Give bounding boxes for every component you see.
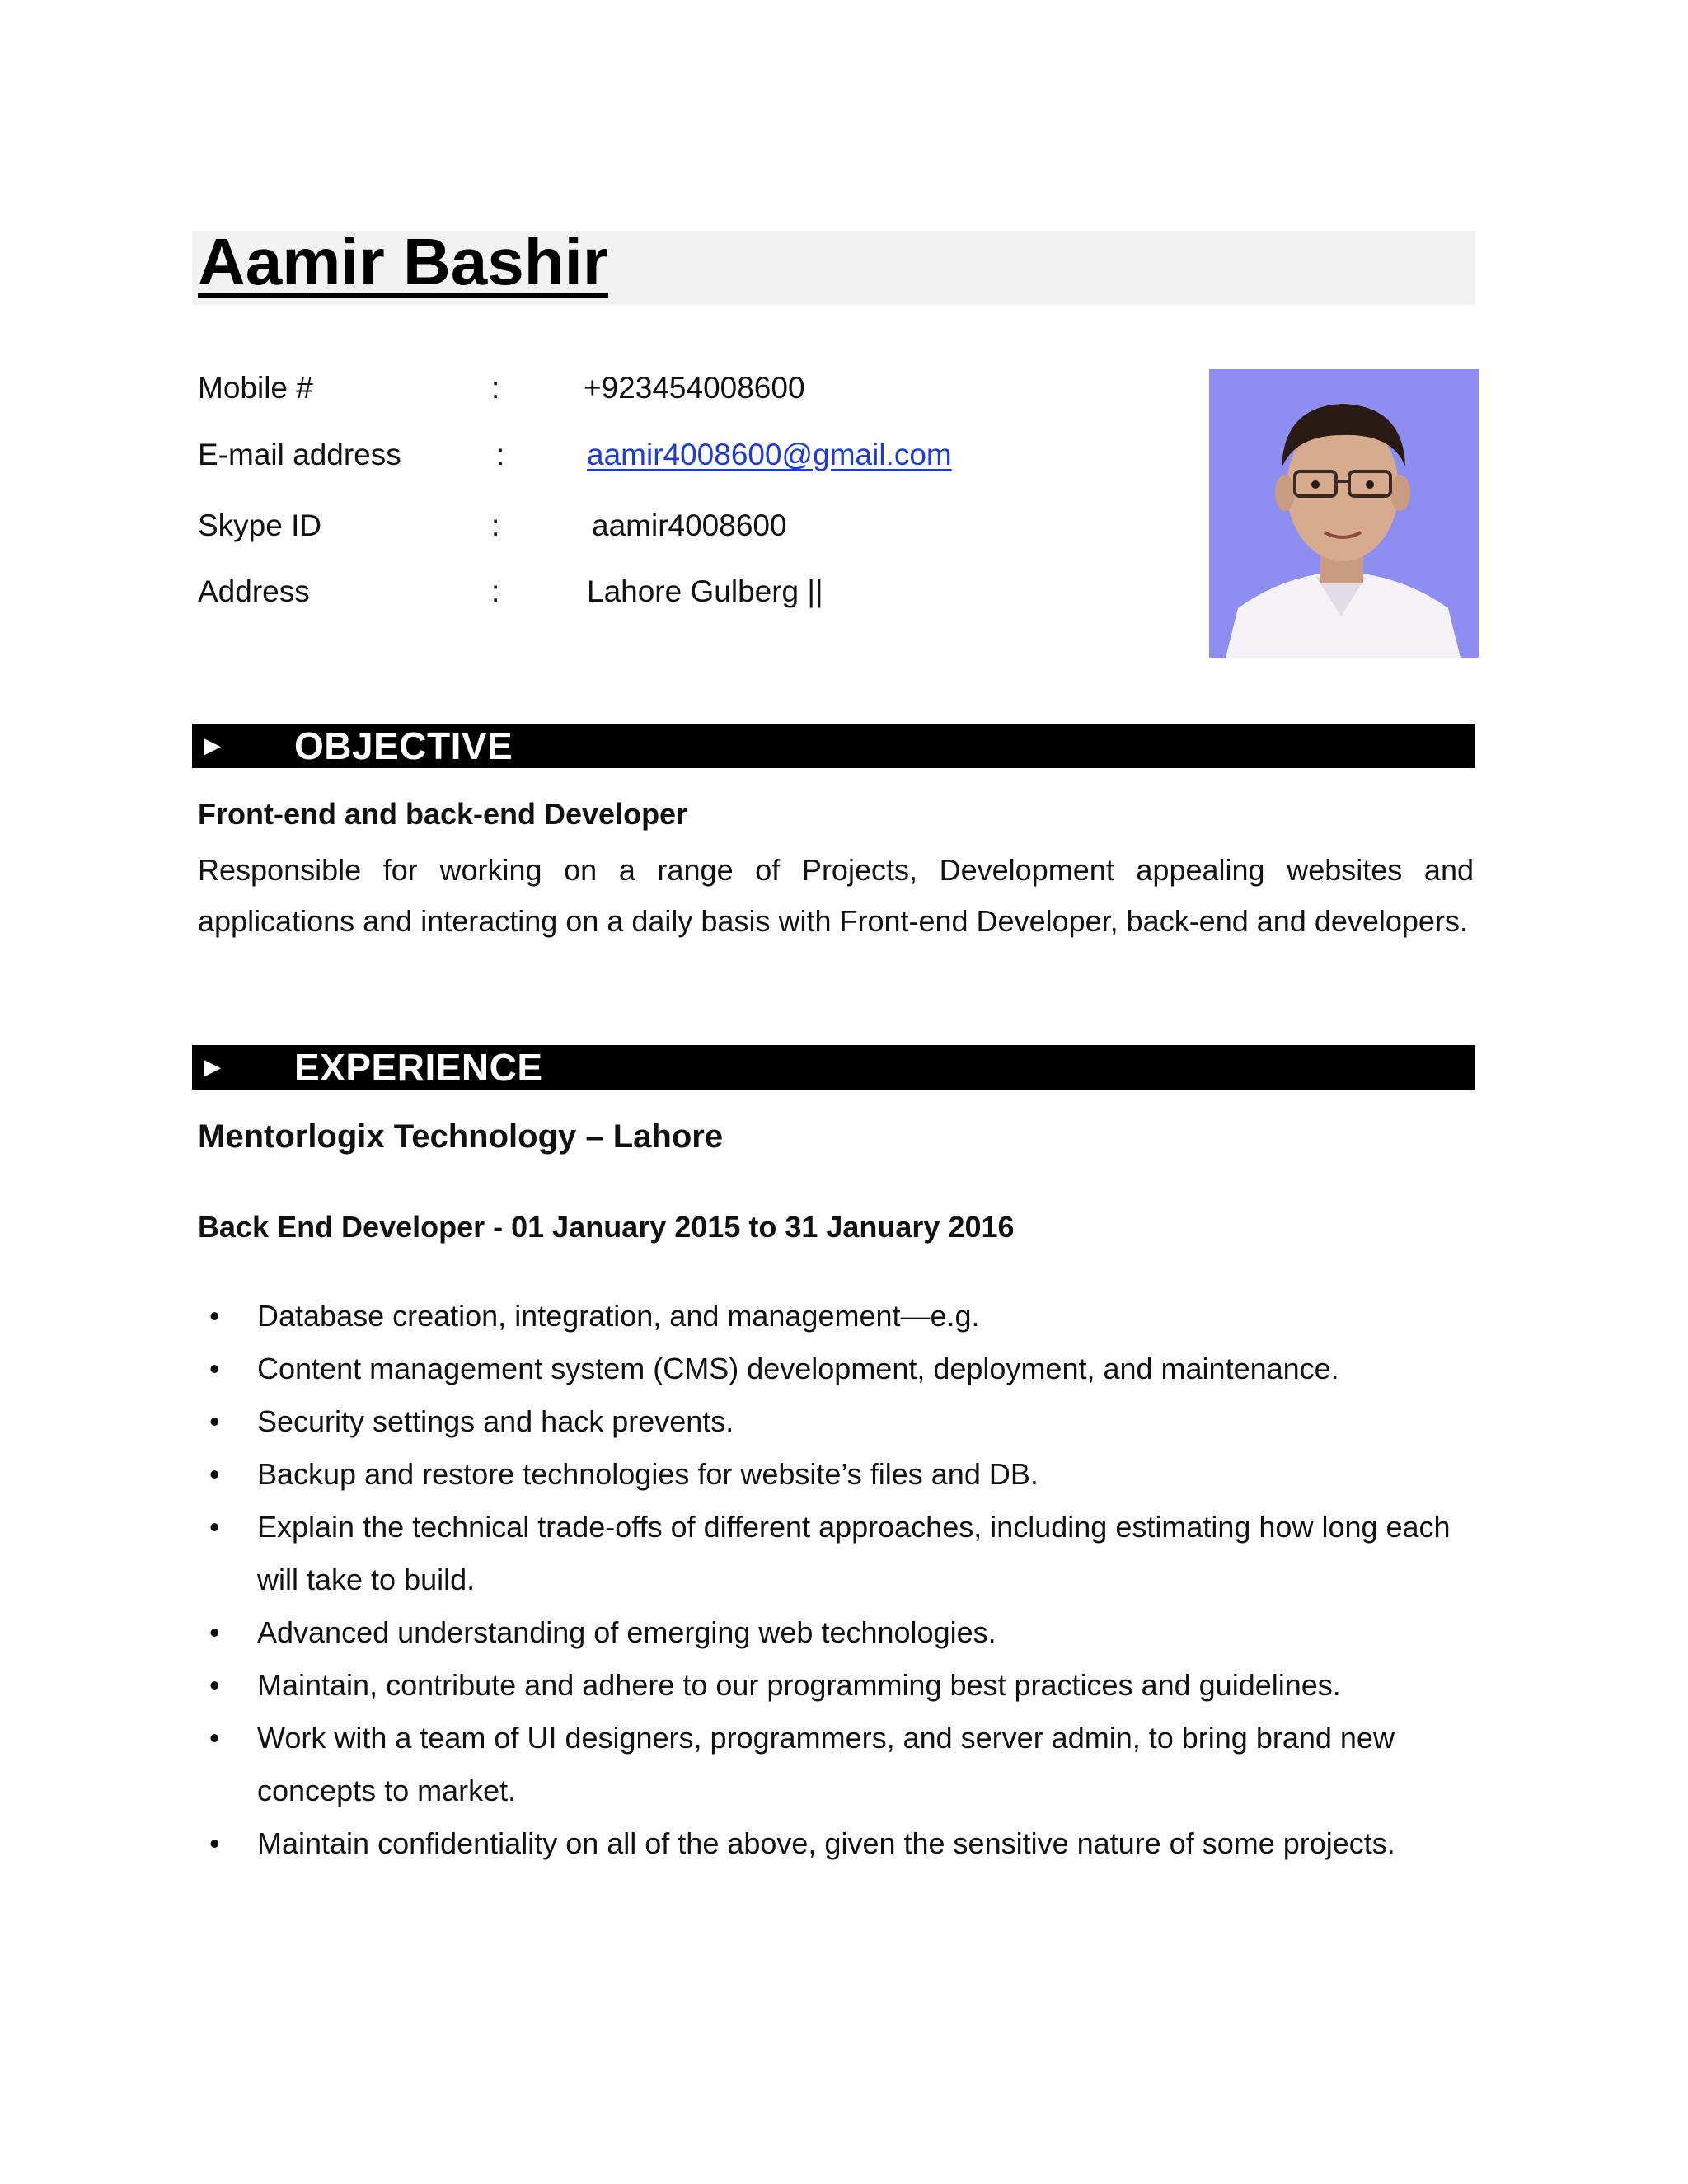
list-item: [198, 1817, 1484, 1870]
profile-photo-image: [1209, 369, 1479, 658]
email-link[interactable]: aamir4008600@gmail.com: [587, 438, 952, 471]
candidate-name: Aamir Bashir: [198, 225, 608, 298]
job-position: Back End Developer - 01 January 2015 to 31 January 2016: [198, 1210, 1015, 1244]
section-title: OBJECTIVE: [294, 724, 513, 767]
arrow-right-icon: ►: [199, 730, 227, 762]
objective-description: Responsible for working on a range of Projects, Development appealing websites and applications and interacting on a daily basis with Front-end Developer, back-end and developers.: [198, 853, 1474, 938]
arrow-right-icon: ►: [199, 1052, 227, 1083]
bullet-icon: •: [209, 1721, 220, 1755]
list-item: [198, 1448, 1484, 1501]
address-value: Lahore Gulberg ||: [587, 574, 823, 608]
contact-colon: :: [491, 509, 500, 542]
bullet-icon: •: [209, 1826, 220, 1860]
contact-label: Skype ID: [198, 509, 322, 542]
bullet-icon: •: [209, 1404, 220, 1438]
contact-label: Address: [198, 574, 310, 608]
list-item: [198, 1501, 1484, 1606]
contact-label: Mobile #: [198, 371, 313, 405]
list-item-text: Advanced understanding of emerging web technologies.: [257, 1615, 996, 1649]
list-item: [198, 1290, 1484, 1343]
contact-label: E-mail address: [198, 438, 401, 471]
bullet-icon: •: [209, 1299, 220, 1333]
bullet-icon: •: [209, 1668, 220, 1702]
list-item-text: Maintain, contribute and adhere to our programming best practices and guidelines.: [257, 1668, 1341, 1702]
list-item-text: Work with a team of UI designers, programmers, and server admin, to bring brand new concepts to market.: [257, 1721, 1395, 1807]
bullet-icon: •: [209, 1510, 220, 1544]
list-item: [198, 1712, 1484, 1817]
objective-section-header: [192, 724, 1475, 768]
list-item-text: Content management system (CMS) development, deployment, and maintenance.: [257, 1352, 1339, 1385]
list-item: [198, 1343, 1484, 1395]
list-item-text: Database creation, integration, and management—e.g.: [257, 1299, 980, 1333]
experience-section-header: [192, 1045, 1475, 1090]
list-item-text: Explain the technical trade-offs of different approaches, including estimating how long each will take to build.: [257, 1510, 1451, 1596]
list-item-text: Security settings and hack prevents.: [257, 1404, 734, 1438]
contact-colon: :: [496, 438, 505, 471]
mobile-number: +923454008600: [584, 371, 805, 405]
bullet-icon: •: [209, 1352, 220, 1385]
bullet-icon: •: [209, 1615, 220, 1649]
bullet-icon: •: [209, 1457, 220, 1491]
list-item: [198, 1606, 1484, 1659]
list-item: [198, 1395, 1484, 1448]
list-item-text: Maintain confidentiality on all of the above, given the sensitive nature of some projects.: [257, 1826, 1395, 1860]
profile-photo: [1209, 369, 1479, 658]
company-name: Mentorlogix Technology – Lahore: [198, 1118, 724, 1155]
section-title: EXPERIENCE: [294, 1046, 543, 1089]
responsibilities-list: [198, 1290, 1484, 1870]
list-item-text: Backup and restore technologies for website’s files and DB.: [257, 1457, 1039, 1491]
contact-colon: :: [491, 574, 500, 608]
list-item: [198, 1659, 1484, 1712]
skype-id: aamir4008600: [592, 509, 787, 542]
contact-colon: :: [491, 371, 500, 405]
objective-role: Front-end and back-end Developer: [198, 797, 688, 831]
